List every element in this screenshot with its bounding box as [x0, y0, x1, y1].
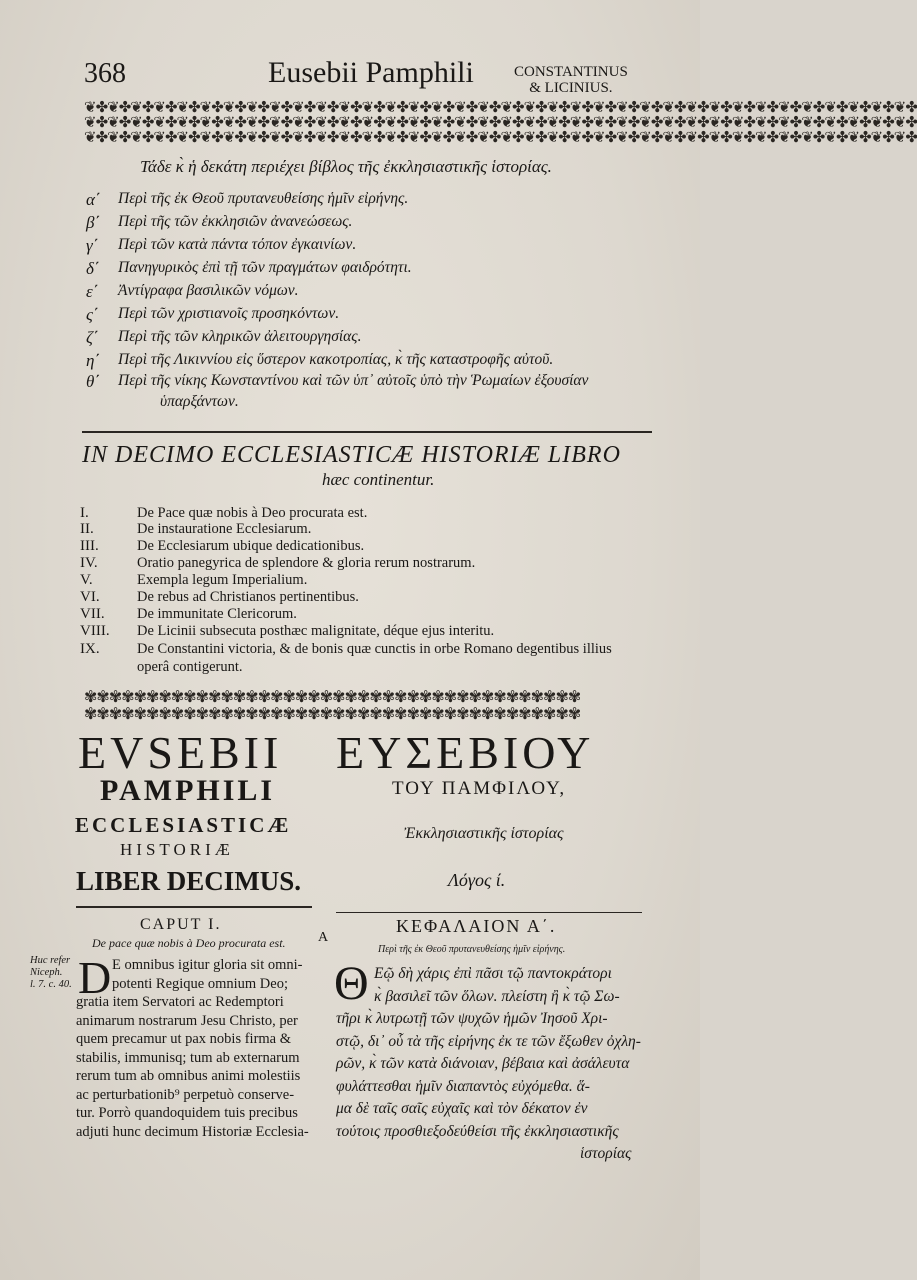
greek-toc-item: Περὶ τῆς ἐκ Θεοῦ πρυτανευθείσης ἡμῖν εἰρήνης.	[118, 190, 409, 207]
greek-toc-item: Περὶ τῆς τῶν κληρικῶν ἀλειτουργησίας.	[118, 328, 362, 345]
latin-title-line2: PAMPHILI	[100, 774, 276, 807]
greek-toc-number: ς΄	[86, 305, 99, 324]
latin-toc-item: De immunitate Clericorum.	[137, 606, 297, 622]
greek-toc-item: Περὶ τῶν χριστιανοῖς προσηκόντων.	[118, 305, 340, 322]
ornament-band-middle	[84, 688, 652, 724]
greek-toc-number: η΄	[86, 351, 101, 370]
greek-toc-number: β΄	[86, 213, 101, 232]
latin-chapter-subheading: De pace quæ nobis à Deo procurata est.	[92, 936, 286, 950]
ornament-row: ✾✾✾✾✾✾✾✾✾✾✾✾✾✾✾✾✾✾✾✾✾✾✾✾✾✾✾✾✾✾✾✾✾✾✾✾✾✾✾✾	[84, 704, 581, 723]
greek-toc-number: α΄	[86, 190, 101, 209]
ornament-row: ❦✤❦✤❦✤❦✤❦✤❦✤❦✤❦✤❦✤❦✤❦✤❦✤❦✤❦✤❦✤❦✤❦✤❦✤❦✤❦✤❦✤❦✤❦✤❦✤❦✤❦✤❦✤❦✤❦✤❦✤❦✤❦✤❦✤❦✤❦✤❦✤	[84, 113, 917, 131]
latin-toc-item: operâ contigerunt.	[137, 659, 243, 675]
latin-body-line: ac perturbationib⁹ perpetuò conserve-	[76, 1086, 295, 1103]
ornament-band-top	[84, 98, 917, 146]
latin-toc-number: V.	[80, 572, 93, 588]
greek-title-line3: Ἐκκλησιαστικῆς ἱστορίας	[404, 825, 564, 842]
latin-chapter-heading: CAPUT I.	[140, 916, 222, 933]
greek-toc-number: θ΄	[86, 372, 101, 391]
latin-body-line: animarum nostrarum Jesu Christo, per	[76, 1012, 298, 1029]
greek-toc-item: Ἀντίγραφα βασιλικῶν νόμων.	[118, 282, 299, 299]
latin-body-line: quem precamur ut pax nobis firma &	[76, 1031, 292, 1047]
latin-title-line5: LIBER DECIMUS.	[76, 866, 302, 896]
divider-rule-right	[336, 912, 642, 913]
greek-title-line2: ΤΟΥ ΠΑΜΦΙΛΟΥ,	[392, 778, 567, 799]
margin-note	[30, 955, 72, 991]
running-title: Eusebii Pamphili	[268, 56, 474, 89]
latin-toc-number: IX.	[80, 641, 100, 657]
latin-body-line: gratia item Servatori ac Redemptori	[76, 994, 284, 1010]
latin-toc-number: I.	[80, 505, 89, 521]
greek-body-line: τῆρι κ̀ λυτρωτῇ τῶν ψυχῶν ἡμῶν Ἰησοῦ Χρι-	[336, 1010, 608, 1027]
latin-body-line: stabilis, immunisq; tum ab externarum	[76, 1049, 300, 1066]
greek-body-line: ἱστορίας	[580, 1145, 632, 1162]
latin-body-line: E omnibus igitur gloria sit omni-	[112, 957, 303, 973]
latin-toc-number: VII.	[80, 606, 105, 622]
latin-toc-number: IV.	[80, 555, 98, 571]
greek-toc-item: ὑπαρξάντων.	[160, 393, 239, 410]
margin-note-line: Huc refer	[30, 955, 71, 966]
latin-title-line4: HISTORIÆ	[120, 840, 234, 859]
greek-toc-item: Πανηγυρικὸς ἐπὶ τῇ τῶν πραγμάτων φαιδρότητι.	[118, 259, 412, 276]
latin-toc-subheading: hæc continentur.	[322, 470, 435, 489]
greek-toc-number: δ΄	[86, 259, 100, 278]
margin-note-line: l. 7. c. 40.	[30, 979, 72, 990]
greek-toc-number: ε΄	[86, 282, 99, 301]
latin-toc-number: III.	[80, 538, 99, 554]
greek-toc-item: Περὶ τῆς τῶν ἐκκλησιῶν ἀνανεώσεως.	[118, 213, 353, 230]
greek-body-line: τούτοις προσθιεξοδεύθείσι τῆς ἐκκλησιαστικῆς	[336, 1122, 619, 1140]
greek-drop-cap: Θ	[334, 957, 369, 1010]
latin-toc-number: VI.	[80, 589, 100, 605]
ornament-row: ✾✾✾✾✾✾✾✾✾✾✾✾✾✾✾✾✾✾✾✾✾✾✾✾✾✾✾✾✾✾✾✾✾✾✾✾✾✾✾✾	[84, 687, 581, 706]
divider-rule	[82, 431, 652, 433]
margin-letter: A	[318, 930, 329, 945]
greek-toc-number: γ΄	[86, 236, 99, 255]
latin-toc-item: De Ecclesiarum ubique dedicationibus.	[137, 538, 365, 554]
latin-toc-item: De Licinii subsecuta posthæc malignitate, déque ejus interitu.	[137, 623, 495, 639]
latin-toc-heading: IN DECIMO ECCLESIASTICÆ HISTORIÆ LIBRO	[82, 442, 621, 468]
greek-chapter-subheading: Περὶ τῆς ἐκ Θεοῦ πρυτανευθείσης ἡμῖν εἰρήνης.	[378, 944, 566, 955]
running-right-line2: & LICINIUS.	[529, 80, 613, 96]
page-number: 368	[84, 58, 126, 89]
latin-title-line3: ECCLESIASTICÆ	[75, 813, 292, 837]
latin-toc-item: Oratio panegyrica de splendore & gloria rerum nostrarum.	[137, 555, 476, 571]
latin-toc-item: De rebus ad Christianos pertinentibus.	[137, 589, 359, 605]
margin-note-line: Niceph.	[30, 967, 63, 978]
greek-title-line1: ΕΥΣΕΒΙΟΥ	[336, 727, 595, 778]
greek-body-line: κ̀ βασιλεῖ τῶν ὅλων. πλείστη ἢ κ̀ τῷ Σω-	[374, 987, 620, 1005]
greek-body-line: ρῶν, κ̀ τῶν κατὰ διάνοιαν, βέβαια καὶ ἀσάλευτα	[336, 1055, 630, 1072]
latin-toc-number: II.	[80, 521, 94, 537]
greek-toc-item: Περὶ τῶν κατὰ πάντα τόπον ἐγκαινίων.	[118, 236, 357, 253]
ornament-row: ❦✤❦✤❦✤❦✤❦✤❦✤❦✤❦✤❦✤❦✤❦✤❦✤❦✤❦✤❦✤❦✤❦✤❦✤❦✤❦✤❦✤❦✤❦✤❦✤❦✤❦✤❦✤❦✤❦✤❦✤❦✤❦✤❦✤❦✤❦✤❦✤	[84, 98, 917, 116]
latin-drop-cap: D	[78, 952, 112, 1003]
greek-toc-heading: Τάδε κ̀ ἡ δεκάτη περιέχει βίβλος τῆς ἐκκλησιαστικῆς ἱστορίας.	[140, 157, 552, 176]
greek-chapter-heading: ΚΕΦΑΛΑΙΟΝ Α΄.	[396, 916, 557, 936]
latin-toc-item: De instauratione Ecclesiarum.	[137, 521, 312, 537]
running-right-line1: CONSTANTINUS	[514, 64, 628, 80]
ornament-row: ❦✤❦✤❦✤❦✤❦✤❦✤❦✤❦✤❦✤❦✤❦✤❦✤❦✤❦✤❦✤❦✤❦✤❦✤❦✤❦✤❦✤❦✤❦✤❦✤❦✤❦✤❦✤❦✤❦✤❦✤❦✤❦✤❦✤❦✤❦✤❦✤	[84, 128, 917, 146]
latin-toc-number: VIII.	[80, 623, 110, 639]
latin-title-line1: EVSEBII	[78, 727, 283, 778]
greek-toc-item: Περὶ τῆς Λικιννίου εἰς ὕστερον κακοτροπίας, κ̀ τῆς καταστροφῆς αὐτοῦ.	[118, 351, 554, 368]
greek-body-line: Εῷ δὴ χάρις ἐπὶ πᾶσι τῷ παντοκράτορι	[374, 965, 612, 982]
latin-body-line: potenti Regique omnium Deo;	[112, 975, 288, 992]
greek-body-line: μα δὲ ταῖς σαῖς εὐχαῖς καὶ τὸν δέκατον ἐν	[336, 1100, 588, 1117]
greek-toc-number: ζ΄	[86, 328, 99, 347]
running-right-heading	[514, 64, 628, 96]
latin-body-line: adjuti hunc decimum Historiæ Ecclesia-	[76, 1123, 309, 1140]
greek-body-line: φυλάττεσθαι ἡμῖν διαπαντὸς εὐχόμεθα. ἅ-	[336, 1077, 590, 1095]
divider-rule-left	[76, 906, 312, 908]
latin-body-line: rerum tum ab omnibus animi molestiis	[76, 1068, 301, 1084]
latin-toc-item: Exempla legum Imperialium.	[137, 572, 308, 588]
latin-toc-item: De Constantini victoria, & de bonis quæ cunctis in orbe Romano degentibus illius	[137, 641, 612, 657]
greek-toc-item: Περὶ τῆς νίκης Κωνσταντίνου καὶ τῶν ὑπ᾽ αὐτοῖς ὑπὸ τὴν Ῥωμαίων ἐξουσίαν	[118, 372, 589, 389]
latin-body-line: tur. Porrò quandoquidem tuis precibus	[76, 1105, 298, 1121]
latin-toc-item: De Pace quæ nobis à Deo procurata est.	[137, 505, 368, 521]
greek-title-line5: Λόγος ί.	[448, 870, 506, 890]
greek-body-line: στῷ, δι᾽ οὗ τὰ τῆς εἰρήνης ἐκ τε τῶν ἔξωθεν ὀχλη-	[336, 1032, 641, 1050]
